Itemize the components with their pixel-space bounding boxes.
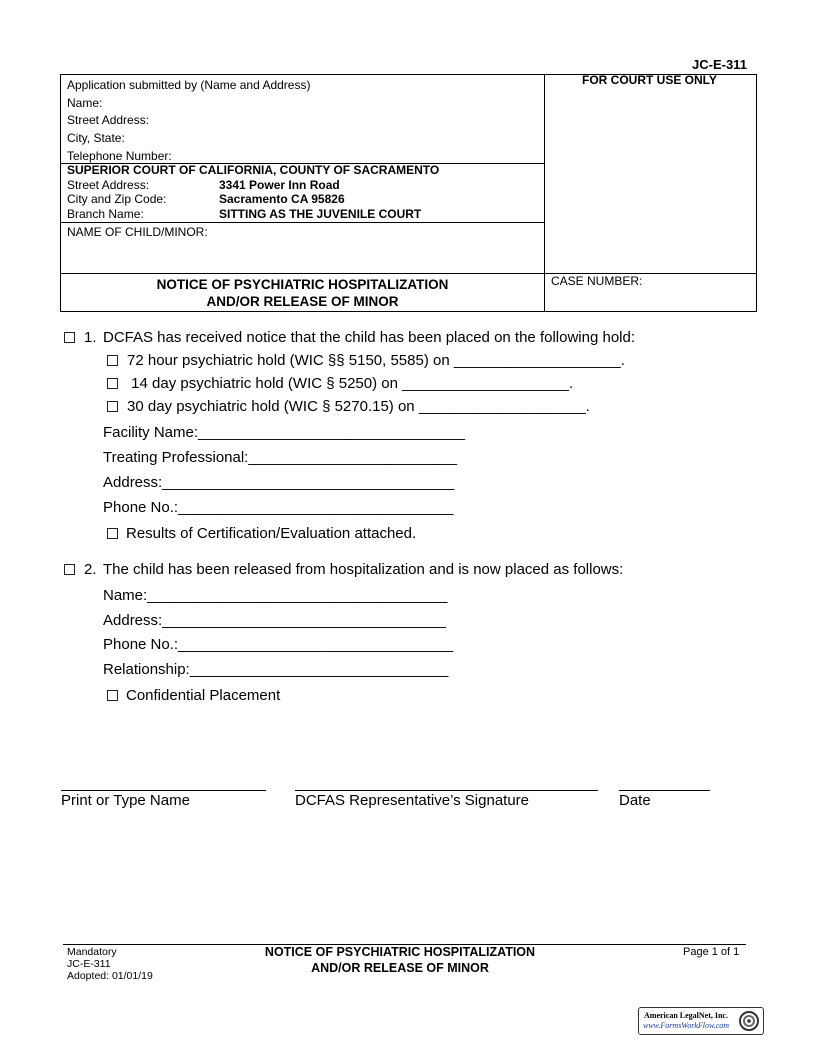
form-title-line1: NOTICE OF PSYCHIATRIC HOSPITALIZATION xyxy=(156,277,449,292)
date-line[interactable] xyxy=(619,790,710,791)
logo-swirl-icon xyxy=(738,1010,760,1032)
hold-30-checkbox[interactable] xyxy=(107,401,118,412)
section1-checkbox[interactable] xyxy=(64,332,75,343)
logo-url: www.FormsWorkFlow.com xyxy=(643,1021,730,1030)
court-use-label: FOR COURT USE ONLY xyxy=(582,73,717,87)
section1-text: DCFAS has received notice that the child has been placed on the following hold: xyxy=(103,329,636,346)
case-number-label: CASE NUMBER: xyxy=(551,274,643,288)
date-label: Date xyxy=(619,792,651,809)
section2-number: 2. xyxy=(84,561,97,578)
results-label: Results of Certification/Evaluation attached. xyxy=(126,525,417,542)
hold-72-checkbox[interactable] xyxy=(107,355,118,366)
placement-name-field[interactable]: Name:____________________________________ xyxy=(103,587,448,604)
results-checkbox[interactable] xyxy=(107,528,118,539)
applicant-city-label: City, State: xyxy=(67,131,125,145)
court-city-value: Sacramento CA 95826 xyxy=(219,192,345,206)
form-id: JC-E-311 xyxy=(692,57,747,72)
signature-line[interactable] xyxy=(295,790,598,791)
confidential-checkbox[interactable] xyxy=(107,690,118,701)
relationship-field[interactable]: Relationship:_______________________________ xyxy=(103,661,449,678)
hold-72-text: 72 hour psychiatric hold (WIC §§ 5150, 5585) on ____________________. xyxy=(127,352,625,369)
hold-30-text: 30 day psychiatric hold (WIC § 5270.15) on ____________________. xyxy=(127,398,590,415)
footer-page: Page 1 of 1 xyxy=(683,946,740,958)
hold-14-text: 14 day psychiatric hold (WIC § 5250) on ____________________. xyxy=(127,375,574,392)
print-name-label: Print or Type Name xyxy=(61,792,190,809)
footer-form-id: JC-E-311 xyxy=(67,958,111,970)
applicant-street-label: Street Address: xyxy=(67,113,150,127)
signature-label: DCFAS Representative’s Signature xyxy=(295,792,530,809)
section1-number: 1. xyxy=(84,329,97,346)
print-name-line[interactable] xyxy=(61,790,266,791)
applicant-title: Application submitted by (Name and Address) xyxy=(67,78,311,92)
section2-checkbox[interactable] xyxy=(64,564,75,575)
placement-address-field[interactable]: Address:__________________________________ xyxy=(103,612,446,629)
logo-company: American LegalNet, Inc. xyxy=(644,1011,728,1020)
applicant-name-label: Name: xyxy=(67,96,103,110)
form-title-line2: AND/OR RELEASE OF MINOR xyxy=(206,294,399,309)
court-street-value: 3341 Power Inn Road xyxy=(219,178,340,192)
applicant-phone-label: Telephone Number: xyxy=(67,149,172,163)
court-branch-value: SITTING AS THE JUVENILE COURT xyxy=(219,207,422,221)
confidential-label: Confidential Placement xyxy=(126,687,281,704)
court-street-label: Street Address: xyxy=(67,178,150,192)
placement-phone-field[interactable]: Phone No.:_________________________________ xyxy=(103,636,454,653)
court-name: SUPERIOR COURT OF CALIFORNIA, COUNTY OF SACRAMENTO xyxy=(67,163,440,177)
treating-professional-field[interactable]: Treating Professional:_________________________ xyxy=(103,449,457,466)
section1-phone-field[interactable]: Phone No.:_________________________________ xyxy=(103,499,454,516)
footer-title-line2: AND/OR RELEASE OF MINOR xyxy=(311,961,489,975)
hold-14-checkbox[interactable] xyxy=(107,378,118,389)
legalnet-logo[interactable] xyxy=(638,1007,764,1035)
footer-mandatory: Mandatory xyxy=(67,946,117,958)
child-name-label: NAME OF CHILD/MINOR: xyxy=(67,225,208,239)
section1-address-field[interactable]: Address:___________________________________ xyxy=(103,474,455,491)
court-city-label: City and Zip Code: xyxy=(67,192,167,206)
footer-title-line1: NOTICE OF PSYCHIATRIC HOSPITALIZATION xyxy=(264,945,536,959)
court-branch-label: Branch Name: xyxy=(67,207,144,221)
facility-name-field[interactable]: Facility Name:________________________________ xyxy=(103,424,465,441)
footer-adopted: Adopted: 01/01/19 xyxy=(67,970,153,982)
section2-text: The child has been released from hospitalization and is now placed as follows: xyxy=(103,561,624,578)
